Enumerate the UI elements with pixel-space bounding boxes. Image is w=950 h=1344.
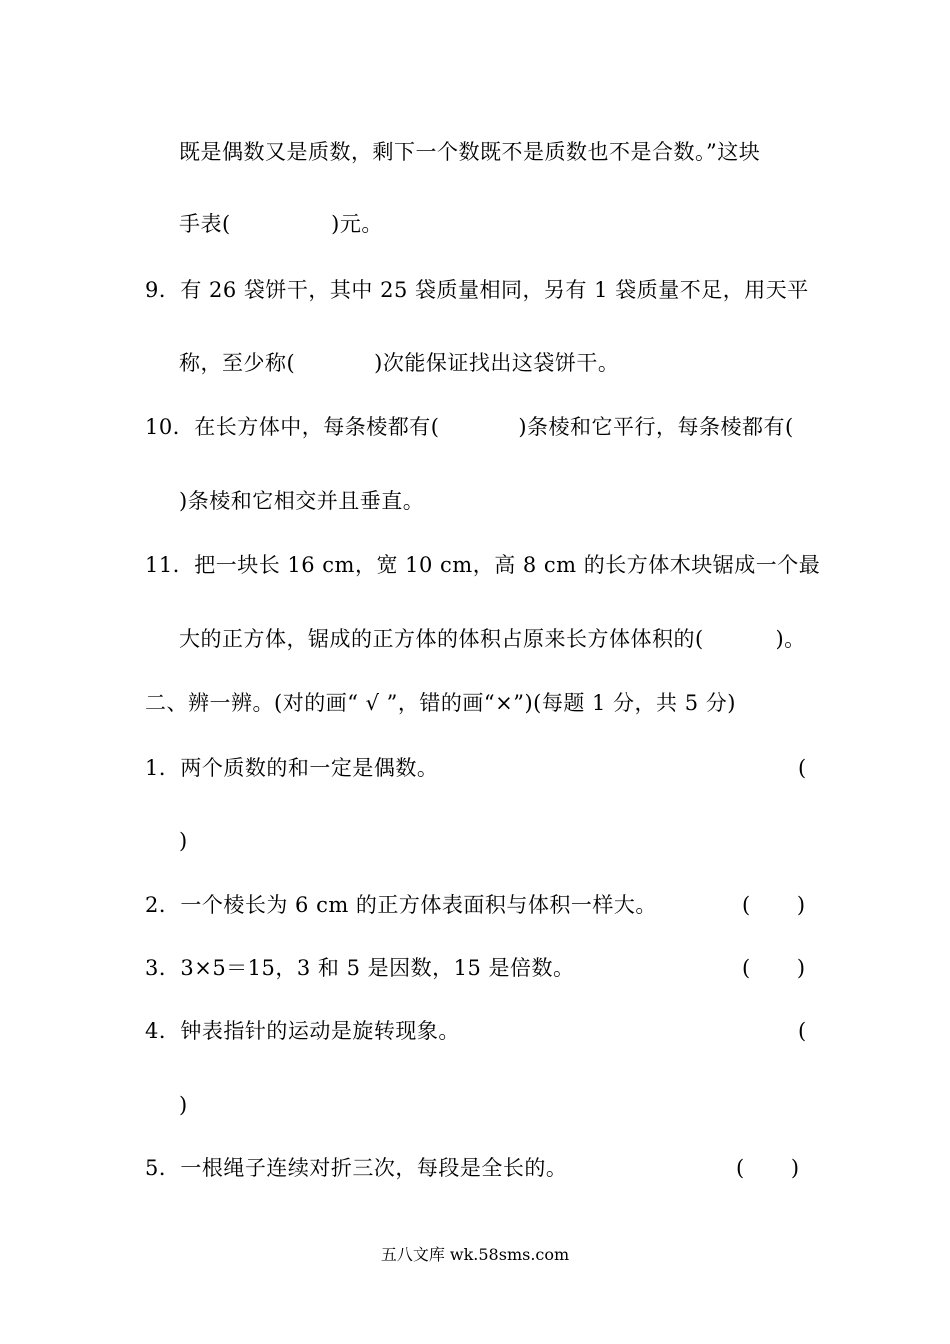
judge-5-bracket: ( ) <box>736 1156 800 1180</box>
section-2-heading: 二、辨一辨。(对的画“ √ ”，错的画“×”)(每题 1 分，共 5 分) <box>145 691 736 715</box>
judge-question-2: 2．一个棱长为 6 cm 的正方体表面积与体积一样大。 <box>145 893 657 917</box>
judge-3-bracket: ( ) <box>742 956 806 980</box>
question-9-line-2: 称，至少称( )次能保证找出这袋饼干。 <box>179 351 620 375</box>
footer-watermark: 五八文库 wk.58sms.com <box>380 1245 570 1264</box>
question-11-line-1: 11．把一块长 16 cm，宽 10 cm，高 8 cm 的长方体木块锯成一个最 <box>145 553 821 577</box>
question-9-line-1: 9．有 26 袋饼干，其中 25 袋质量相同，另有 1 袋质量不足，用天平 <box>145 278 809 302</box>
question-11-line-2: 大的正方体，锯成的正方体的体积占原来长方体体积的( )。 <box>179 627 806 651</box>
question-10-line-2: )条棱和它相交并且垂直。 <box>179 489 425 513</box>
judge-1-bracket-open: ( <box>798 756 807 780</box>
judge-question-5: 5．一根绳子连续对折三次，每段是全长的。 <box>145 1156 568 1180</box>
text-line-2: 手表( )元。 <box>179 212 383 236</box>
question-10-line-1: 10．在长方体中，每条棱都有( )条棱和它平行，每条棱都有( <box>145 415 794 439</box>
judge-question-1: 1．两个质数的和一定是偶数。 <box>145 756 439 780</box>
judge-1-bracket-close: ) <box>179 829 188 853</box>
judge-4-bracket-close: ) <box>179 1093 188 1117</box>
text-line-1: 既是偶数又是质数，剩下一个数既不是质数也不是合数。”这块 <box>179 140 761 164</box>
judge-question-3: 3．3×5＝15，3 和 5 是因数，15 是倍数。 <box>145 956 575 980</box>
judge-2-bracket: ( ) <box>742 893 806 917</box>
judge-question-4: 4．钟表指针的运动是旋转现象。 <box>145 1019 460 1043</box>
judge-4-bracket-open: ( <box>798 1019 807 1043</box>
